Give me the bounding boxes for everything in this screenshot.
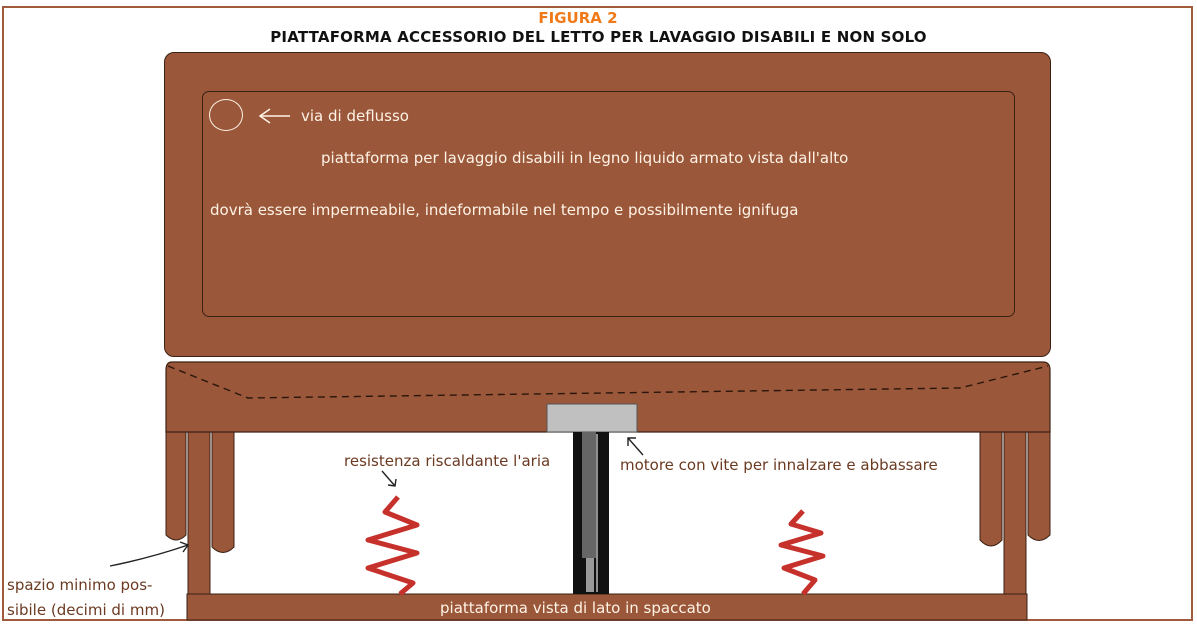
- drain-arrow: [260, 109, 290, 123]
- right-inner-leg: [1004, 430, 1026, 594]
- motor-label: motore con vite per innalzare e abbassare: [620, 456, 938, 474]
- side-view-caption: piattaforma vista di lato in spaccato: [440, 599, 711, 617]
- left-inner-leg: [188, 430, 210, 594]
- heater-label: resistenza riscaldante l'aria: [344, 452, 551, 470]
- motor-arrow: [628, 438, 643, 455]
- heater-arrow: [382, 471, 396, 486]
- gap-label-line2: sibile (decimi di mm): [7, 601, 165, 619]
- figure-title: PIATTAFORMA ACCESSORIO DEL LETTO PER LAVAGGIO DISABILI E NON SOLO: [270, 28, 927, 46]
- left-outer-leg: [166, 430, 186, 540]
- top-view-caption: piattaforma per lavaggio disabili in legno liquido armato vista dall'alto: [321, 149, 849, 167]
- left-heater-coil: [368, 497, 417, 594]
- gap-arrow: [110, 542, 188, 566]
- motor-cap: [547, 404, 637, 432]
- motor-screw-column: [573, 432, 609, 594]
- right-skirt: [980, 430, 1002, 546]
- right-heater-coil: [781, 511, 823, 594]
- drain-label: via di deflusso: [301, 107, 409, 125]
- right-outer-leg: [1028, 430, 1050, 541]
- figure-number: FIGURA 2: [538, 9, 618, 27]
- gap-label-line1: spazio minimo pos-: [7, 576, 153, 594]
- left-skirt: [212, 430, 234, 553]
- platform-requirements: dovrà essere impermeabile, indeformabile nel tempo e possibilmente ignifuga: [210, 201, 799, 219]
